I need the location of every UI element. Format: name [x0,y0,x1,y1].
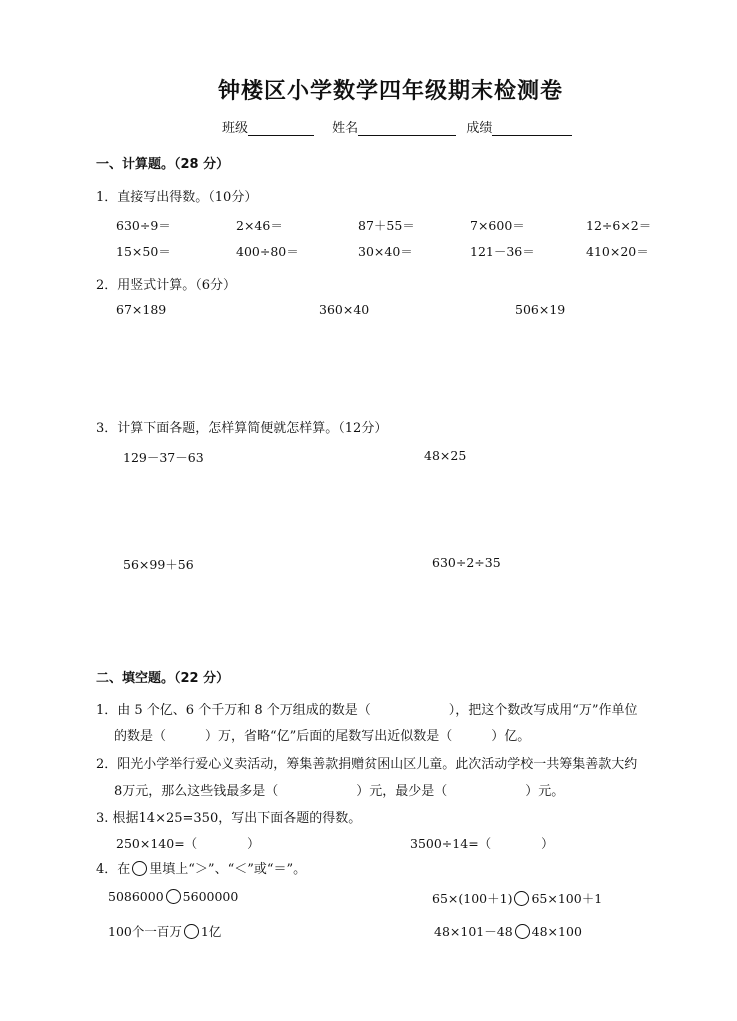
compare-left: 5086000 [108,889,164,904]
s2-q4-text-a: 4．在 [96,862,131,877]
fill-item: 3500÷14=（ ） [410,836,554,851]
calc-item: 87＋55＝ [358,218,415,233]
compare-right: 1亿 [200,924,222,939]
student-info-row [222,117,572,136]
s2-q2-line1: 2．阳光小学举行爱心义卖活动，筹集善款捐赠贫困山区儿童。此次活动学校一共筹集善款大约 [96,757,638,772]
page-title: 钟楼区小学数学四年级期末检测卷 [218,79,564,104]
compare-right: 65×100＋1 [531,891,603,906]
s2-q3-text: 3. 根据14×25=350，写出下面各题的得数。 [96,811,362,826]
calc-item: 410×20＝ [586,244,649,259]
simplify-item: 630÷2÷35 [432,555,501,570]
compare-row [108,889,238,904]
calc-item: 2×46＝ [236,218,283,233]
compare-left: 48×101－48 [434,924,513,939]
class-blank[interactable] [248,121,314,136]
simplify-item: 129－37－63 [123,450,204,465]
calc-item: 30×40＝ [358,244,413,259]
compare-circle[interactable] [514,891,529,906]
calc-item: 7×600＝ [470,218,525,233]
class-label: 班级 [222,121,249,136]
calc-item: 12÷6×2＝ [586,218,652,233]
vertical-calc-item: 67×189 [116,302,167,317]
calc-item: 630÷9＝ [116,218,171,233]
circle-icon [132,861,147,876]
compare-circle[interactable] [166,889,181,904]
s1-q3-text: 3．计算下面各题，怎样算简便就怎样算。（12分） [96,421,388,436]
compare-row [432,889,602,907]
calc-item: 121－36＝ [470,244,535,259]
s1-q1-text: 1．直接写出得数。（10分） [96,190,258,205]
compare-row [108,922,221,940]
section2-heading: 二、填空题。（22 分） [96,671,230,686]
simplify-item: 48×25 [424,448,467,463]
s2-q1-line1: 1．由 5 个亿、6 个千万和 8 个万组成的数是（ ），把这个数改写成用“万”作单位 [96,703,638,718]
compare-circle[interactable] [184,924,199,939]
section1-heading: 一、计算题。（28 分） [96,157,230,172]
s1-q2-text: 2．用竖式计算。（6分） [96,278,237,293]
name-label: 姓名 [332,121,359,136]
calc-item: 400÷80＝ [236,244,299,259]
compare-left: 100个一百万 [108,924,182,939]
s2-q4-text-b: 里填上“＞”、“＜”或“＝”。 [149,862,307,877]
s2-q2-line2: 8万元，那么这些钱最多是（ ）元，最少是（ ）元。 [114,784,565,799]
fill-item: 250×140=（ ） [116,836,260,851]
compare-right: 48×100 [531,924,582,939]
compare-row [434,922,582,940]
compare-circle[interactable] [515,924,530,939]
compare-right: 5600000 [182,889,239,904]
score-blank[interactable] [492,121,572,136]
vertical-calc-item: 360×40 [319,302,370,317]
score-label: 成绩 [466,121,493,136]
compare-left: 65×(100＋1) [432,891,513,906]
s2-q1-line2: 的数是（ ）万，省略“亿”后面的尾数写出近似数是（ ）亿。 [114,729,531,744]
name-blank[interactable] [358,121,456,136]
calc-item: 15×50＝ [116,244,171,259]
vertical-calc-item: 506×19 [515,302,566,317]
simplify-item: 56×99＋56 [123,557,194,572]
s2-q4-text [96,858,306,877]
